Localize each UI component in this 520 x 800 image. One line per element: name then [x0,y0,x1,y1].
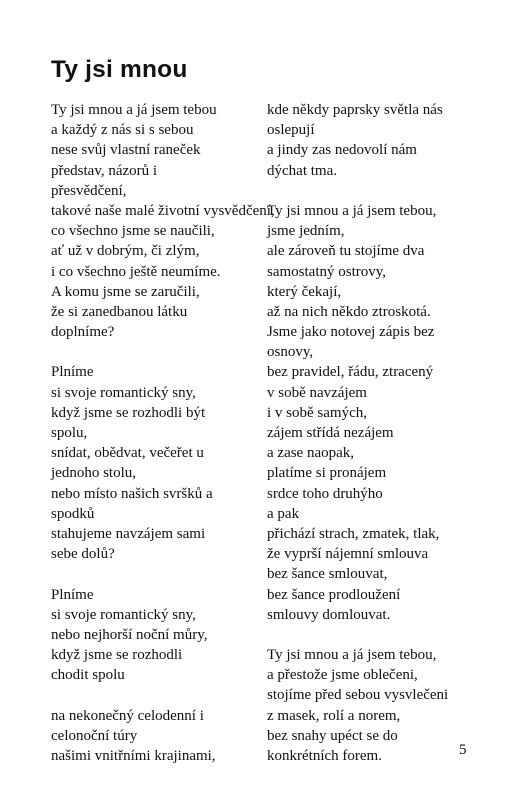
verse-line: spolu, [51,425,88,441]
verse-line: že si zanedbanou látku [51,303,188,320]
verse-line: zájem střídá nezájem [267,425,394,441]
verse-line: si svoje romantický sny, [51,384,196,401]
stanza [51,706,263,767]
verse-line: A komu jsme se zaručili, [51,283,200,300]
verse-line: přesvědčení, [51,182,127,199]
verse-line: takové naše malé životní vysvědčení, [51,202,275,219]
verse-line: bez snahy upéct se do [267,727,398,744]
verse-line: ať už v dobrým, či zlým, [51,243,200,260]
verse-line: i co všechno ještě neumíme. [51,263,221,280]
verse-line: kde někdy paprsky světla nás [267,102,443,118]
verse-line: a přestože jsme oblečeni, [267,667,418,684]
verse-line: v sobě navzájem [267,384,367,401]
verse-line: když jsme se rozhodli [51,647,183,664]
verse-line: jednoho stolu, [51,465,136,482]
stanza [267,645,472,766]
verse-line: když jsme se rozhodli být [51,404,206,421]
verse-line: a zase naopak, [267,445,355,462]
poem-column-right [267,100,472,766]
verse-line: dýchat tma. [267,162,337,179]
verse-line: Plníme [51,364,94,381]
verse-line: stahujeme navzájem sami [51,525,206,542]
verse-line: samostatný ostrovy, [267,263,387,280]
verse-line: konkrétních forem. [267,748,382,764]
stanza [51,585,263,686]
verse-line: a pak [267,505,300,522]
verse-line: nese svůj vlastní raneček [51,142,201,159]
stanza [51,100,275,342]
verse-line: nebo místo našich svršků a [51,485,213,502]
verse-line: stojíme před sebou vysvlečeni [267,687,449,704]
stanza [267,201,472,625]
verse-line: z masek, rolí a norem, [267,707,401,724]
verse-line: Jsme jako notovej zápis bez [267,324,435,341]
verse-line: a jindy zas nedovolí nám [267,142,417,159]
verse-line: který čekají, [267,283,342,300]
verse-line: si svoje romantický sny, [51,606,196,623]
verse-line: platíme si pronájem [267,465,387,482]
verse-line: spodků [51,505,95,522]
stanza [51,362,263,564]
page-number: 5 [459,742,467,758]
stanza [267,100,472,181]
verse-line: přichází strach, zmatek, tlak, [267,525,440,542]
verse-line: sebe dolů? [51,546,115,563]
verse-line: srdce toho druhýho [267,485,383,502]
verse-line: doplníme? [51,324,115,341]
verse-line: Plníme [51,586,94,603]
verse-line: i v sobě samých, [267,404,367,421]
verse-line: Ty jsi mnou a já jsem tebou, [267,202,437,219]
verse-line: ale zároveň tu stojíme dva [267,243,425,260]
verse-line: celonoční túry [51,727,138,744]
poem-column-left [51,100,275,766]
verse-line: bez šance prodloužení [267,586,401,603]
verse-line: až na nich někdo ztroskotá. [267,303,431,320]
verse-line: Ty jsi mnou a já jsem tebou, [267,647,437,664]
verse-line: co všechno jsme se naučili, [51,223,215,240]
verse-line: chodit spolu [51,667,125,684]
verse-line: oslepují [267,122,315,139]
verse-line: našimi vnitřními krajinami, [51,748,216,764]
verse-line: osnovy, [267,344,314,361]
verse-line: snídat, obědvat, večeřet u [51,445,204,462]
verse-line: bez šance smlouvat, [267,566,388,583]
verse-line: nebo nejhorší noční můry, [51,626,208,643]
verse-line: Ty jsi mnou a já jsem tebou [51,102,217,118]
verse-line: smlouvy domlouvat. [267,606,391,623]
verse-line: a každý z nás si s sebou [51,122,194,139]
verse-line: představ, názorů i [51,162,158,179]
verse-line: že vyprší nájemní smlouva [267,546,429,563]
verse-line: jsme jedním, [267,223,345,240]
verse-line: bez pravidel, řádu, ztracený [267,364,434,381]
verse-line: na nekonečný celodenní i [51,707,204,724]
poem-title: Ty jsi mnou [51,56,188,83]
